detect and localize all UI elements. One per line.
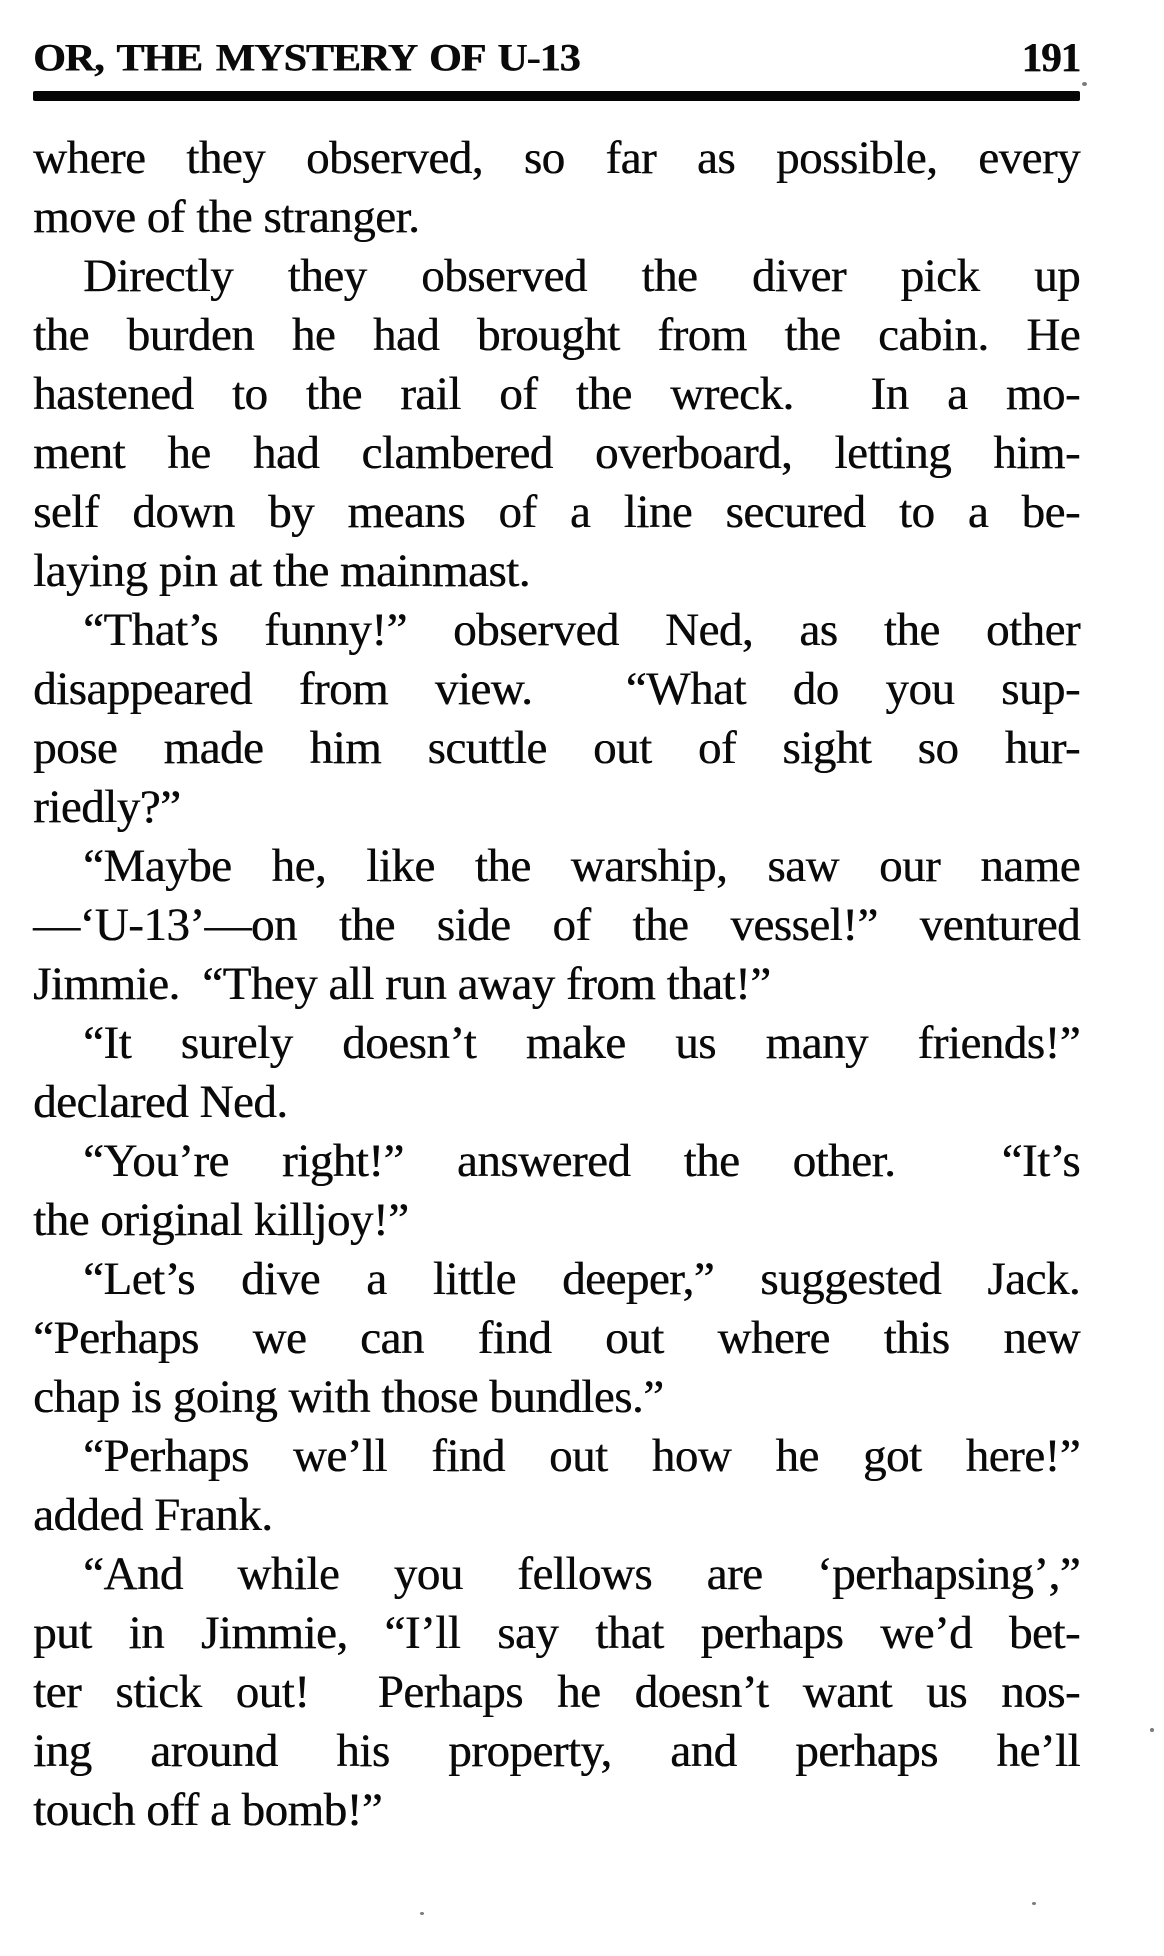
book-page xyxy=(0,36,1164,1956)
text-line: —‘U-13’—on the side of the vessel!” ventured xyxy=(33,899,1080,951)
text-line: chap is going with those bundles.” xyxy=(33,1371,664,1423)
text-line: “Perhaps we can find out where this new xyxy=(33,1312,1080,1364)
text-line: move of the stranger. xyxy=(33,191,420,243)
header-rule xyxy=(33,91,1080,101)
text-line: pose made him scuttle out of sight so hur- xyxy=(33,722,1080,774)
scan-speck xyxy=(420,1912,424,1915)
text-line: declared Ned. xyxy=(33,1076,288,1128)
text-line: “Maybe he, like the warship, saw our name xyxy=(83,840,1080,892)
page-number: 191 xyxy=(1021,34,1080,80)
text-line: the burden he had brought from the cabin. He xyxy=(33,309,1080,361)
text-line: “Perhaps we’ll find out how he got here!” xyxy=(83,1430,1080,1482)
text-line: put in Jimmie, “I’ll say that perhaps we’d bet- xyxy=(33,1607,1080,1659)
scan-speck xyxy=(1032,1902,1036,1905)
text-line: where they observed, so far as possible, every xyxy=(33,132,1080,184)
text-line: disappeared from view. “What do you sup- xyxy=(33,663,1080,715)
text-line: Jimmie. “They all run away from that!” xyxy=(33,958,771,1010)
text-line: “And while you fellows are ‘perhapsing’,” xyxy=(83,1548,1080,1600)
text-line: laying pin at the mainmast. xyxy=(33,545,530,597)
text-line: “It surely doesn’t make us many friends!” xyxy=(83,1017,1080,1069)
text-line: “That’s funny!” observed Ned, as the other xyxy=(83,604,1080,656)
text-line: “Let’s dive a little deeper,” suggested Jack. xyxy=(83,1253,1080,1305)
text-line: ment he had clambered overboard, letting him- xyxy=(33,427,1080,479)
text-line: Directly they observed the diver pick up xyxy=(83,250,1080,302)
body-text-block xyxy=(33,129,1080,1840)
text-line: “You’re right!” answered the other. “It’s xyxy=(83,1135,1080,1187)
text-line: self down by means of a line secured to a be- xyxy=(33,486,1080,538)
scan-speck xyxy=(1082,82,1087,86)
text-line: ing around his property, and perhaps he’ll xyxy=(33,1725,1080,1777)
scan-speck xyxy=(1150,1728,1154,1732)
running-head xyxy=(33,36,1080,78)
page xyxy=(0,36,1164,1840)
text-line: hastened to the rail of the wreck. In a mo- xyxy=(33,368,1080,420)
text-line: ter stick out! Perhaps he doesn’t want us nos- xyxy=(33,1666,1080,1718)
text-line: touch off a bomb!” xyxy=(33,1784,383,1836)
text-line: the original killjoy!” xyxy=(33,1194,409,1246)
text-line: riedly?” xyxy=(33,781,181,833)
running-title: OR, THE MYSTERY OF U-13 xyxy=(33,37,580,80)
text-line: added Frank. xyxy=(33,1489,273,1541)
